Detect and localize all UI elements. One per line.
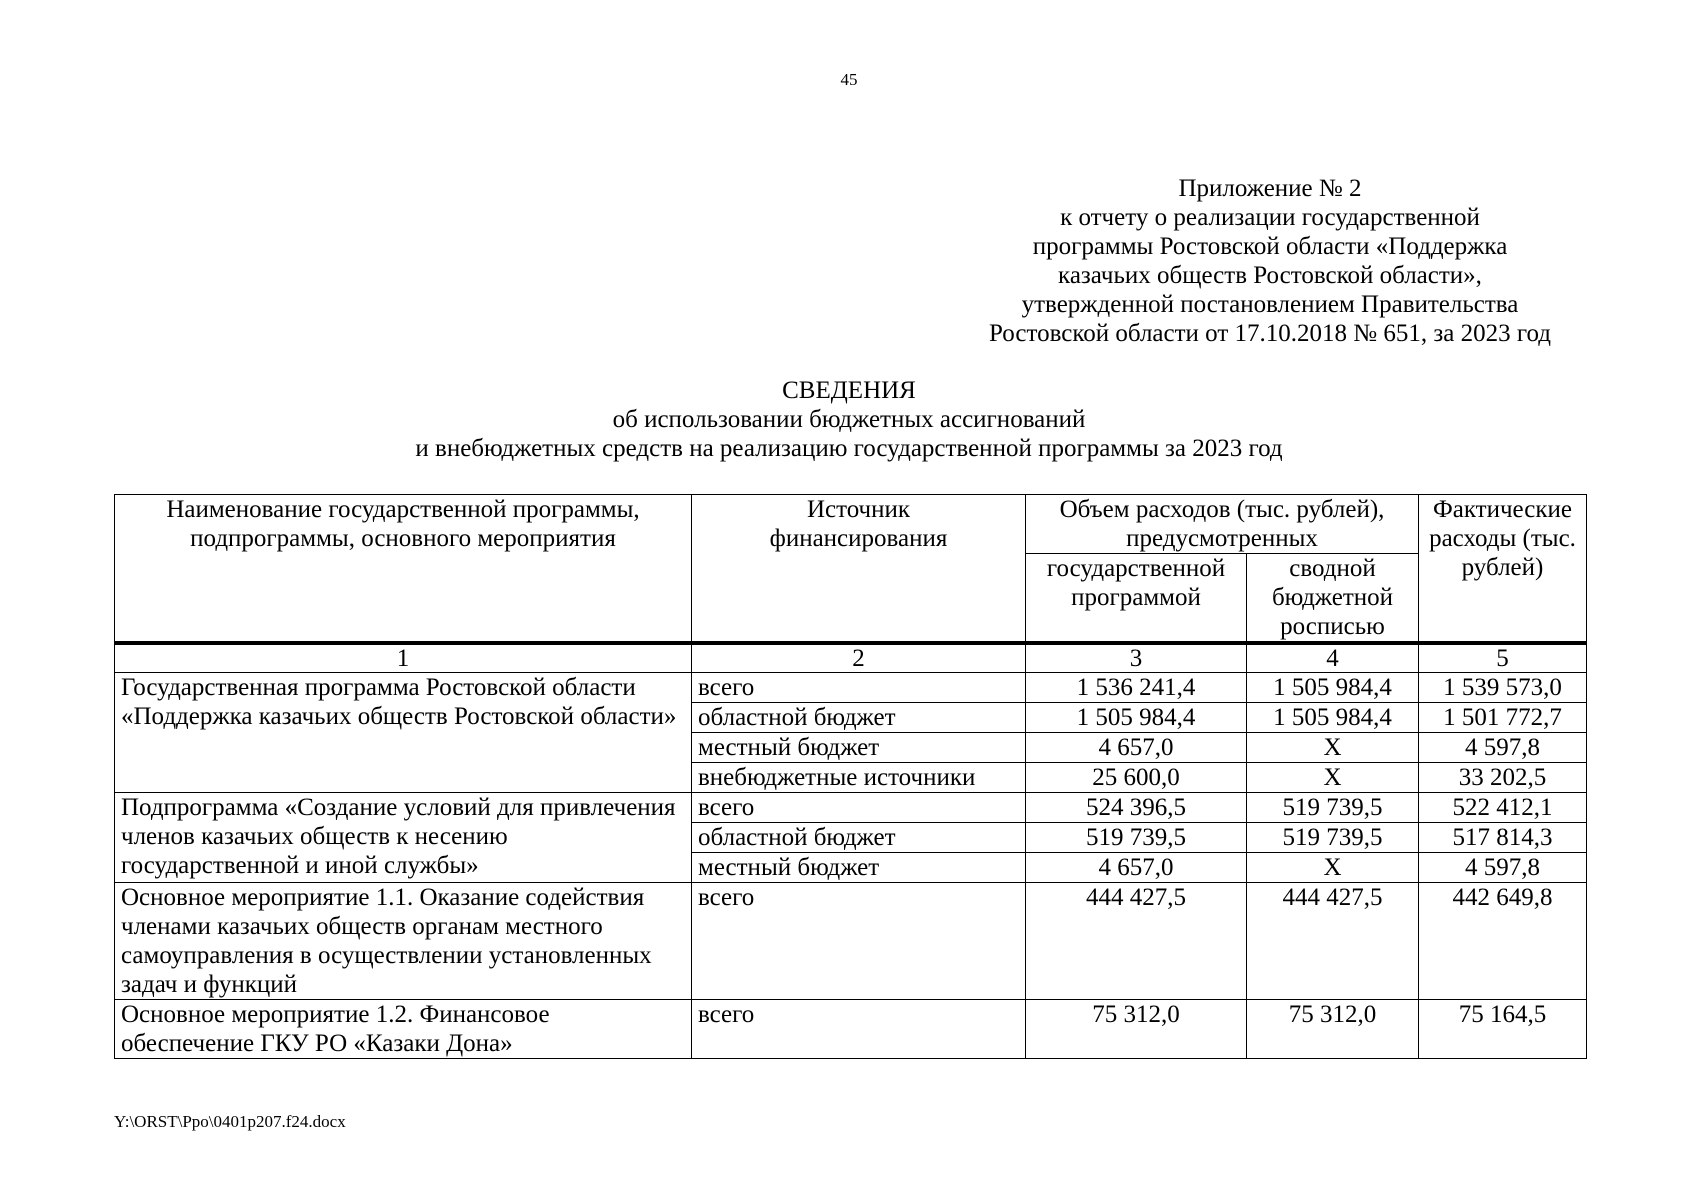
- header-volume-group: Объем расходов (тыс. рублей), предусмотренных: [1026, 495, 1419, 554]
- funding-source: областной бюджет: [692, 823, 1026, 853]
- measure-name: Основное мероприятие 1.1. Оказание содействия членами казачьих обществ органам местного самоуправления в осуществлении установленных задач и функций: [115, 883, 692, 1000]
- column-number: 2: [692, 643, 1026, 673]
- planned-program-value: 1 505 984,4: [1026, 703, 1247, 733]
- planned-program-value: 524 396,5: [1026, 793, 1247, 823]
- appendix-line: Ростовской области от 17.10.2018 № 651, за 2023 год: [989, 320, 1551, 347]
- appendix-line: утвержденной постановлением Правительства: [1021, 291, 1519, 318]
- funding-source: всего: [692, 673, 1026, 703]
- planned-budget-value: 1 505 984,4: [1247, 703, 1419, 733]
- column-number: 1: [115, 643, 692, 673]
- planned-program-value: 75 312,0: [1026, 1000, 1247, 1059]
- planned-budget-value: Х: [1247, 853, 1419, 883]
- column-number: 4: [1247, 643, 1419, 673]
- funding-source: всего: [692, 793, 1026, 823]
- planned-budget-value: 444 427,5: [1247, 883, 1419, 1000]
- actual-value: 4 597,8: [1419, 853, 1587, 883]
- file-path: Y:\ORST\Ppo\0401p207.f24.docx: [114, 1112, 346, 1131]
- planned-budget-value: 75 312,0: [1247, 1000, 1419, 1059]
- program-name: Государственная программа Ростовской области «Поддержка казачьих обществ Ростовской области»: [115, 673, 692, 793]
- heading-subtitle: и внебюджетных средств на реализацию государственной программы за 2023 год: [415, 435, 1283, 462]
- table-row: [115, 793, 1587, 823]
- page-number: 45: [840, 70, 858, 89]
- actual-value: 522 412,1: [1419, 793, 1587, 823]
- appendix-line: программы Ростовской области «Поддержка: [1032, 233, 1508, 260]
- appendix-line: казачьих обществ Ростовской области»,: [1058, 262, 1482, 289]
- actual-value: 4 597,8: [1419, 733, 1587, 763]
- table-row: [115, 1000, 1587, 1059]
- table-row: [115, 673, 1587, 703]
- budget-table: [114, 494, 1587, 1059]
- funding-source: местный бюджет: [692, 733, 1026, 763]
- funding-source: местный бюджет: [692, 853, 1026, 883]
- funding-source: всего: [692, 1000, 1026, 1059]
- header-name: Наименование государственной программы, подпрограммы, основного мероприятия: [115, 495, 692, 644]
- appendix-line: Приложение № 2: [1178, 175, 1362, 202]
- subprogram-name: Подпрограмма «Создание условий для привлечения членов казачьих обществ к несению государственной и иной службы»: [115, 793, 692, 883]
- funding-source: всего: [692, 883, 1026, 1000]
- planned-budget-value: Х: [1247, 733, 1419, 763]
- planned-program-value: 519 739,5: [1026, 823, 1247, 853]
- planned-budget-value: 519 739,5: [1247, 823, 1419, 853]
- table-row: [115, 883, 1587, 1000]
- actual-value: 33 202,5: [1419, 763, 1587, 793]
- planned-budget-value: 519 739,5: [1247, 793, 1419, 823]
- planned-program-value: 4 657,0: [1026, 733, 1247, 763]
- actual-value: 442 649,8: [1419, 883, 1587, 1000]
- header-actual: Фактические расходы (тыс. рублей): [1419, 495, 1587, 644]
- heading-subtitle: об использовании бюджетных ассигнований: [612, 406, 1086, 433]
- planned-budget-value: Х: [1247, 763, 1419, 793]
- column-number: 5: [1419, 643, 1587, 673]
- planned-program-value: 444 427,5: [1026, 883, 1247, 1000]
- actual-value: 1 501 772,7: [1419, 703, 1587, 733]
- header-state-program: государственной программой: [1026, 554, 1247, 644]
- planned-program-value: 4 657,0: [1026, 853, 1247, 883]
- column-number: 3: [1026, 643, 1247, 673]
- funding-source: внебюджетные источники: [692, 763, 1026, 793]
- planned-program-value: 1 536 241,4: [1026, 673, 1247, 703]
- header-budget-list: сводной бюджетной росписью: [1247, 554, 1419, 644]
- planned-program-value: 25 600,0: [1026, 763, 1247, 793]
- appendix-line: к отчету о реализации государственной: [1060, 204, 1480, 231]
- document-heading: [0, 376, 1698, 463]
- actual-value: 1 539 573,0: [1419, 673, 1587, 703]
- funding-source: областной бюджет: [692, 703, 1026, 733]
- measure-name: Основное мероприятие 1.2. Финансовое обеспечение ГКУ РО «Казаки Дона»: [115, 1000, 692, 1059]
- planned-budget-value: 1 505 984,4: [1247, 673, 1419, 703]
- header-source: Источник финансирования: [692, 495, 1026, 644]
- actual-value: 75 164,5: [1419, 1000, 1587, 1059]
- appendix-note: [940, 174, 1600, 348]
- actual-value: 517 814,3: [1419, 823, 1587, 853]
- heading-title: СВЕДЕНИЯ: [782, 377, 916, 404]
